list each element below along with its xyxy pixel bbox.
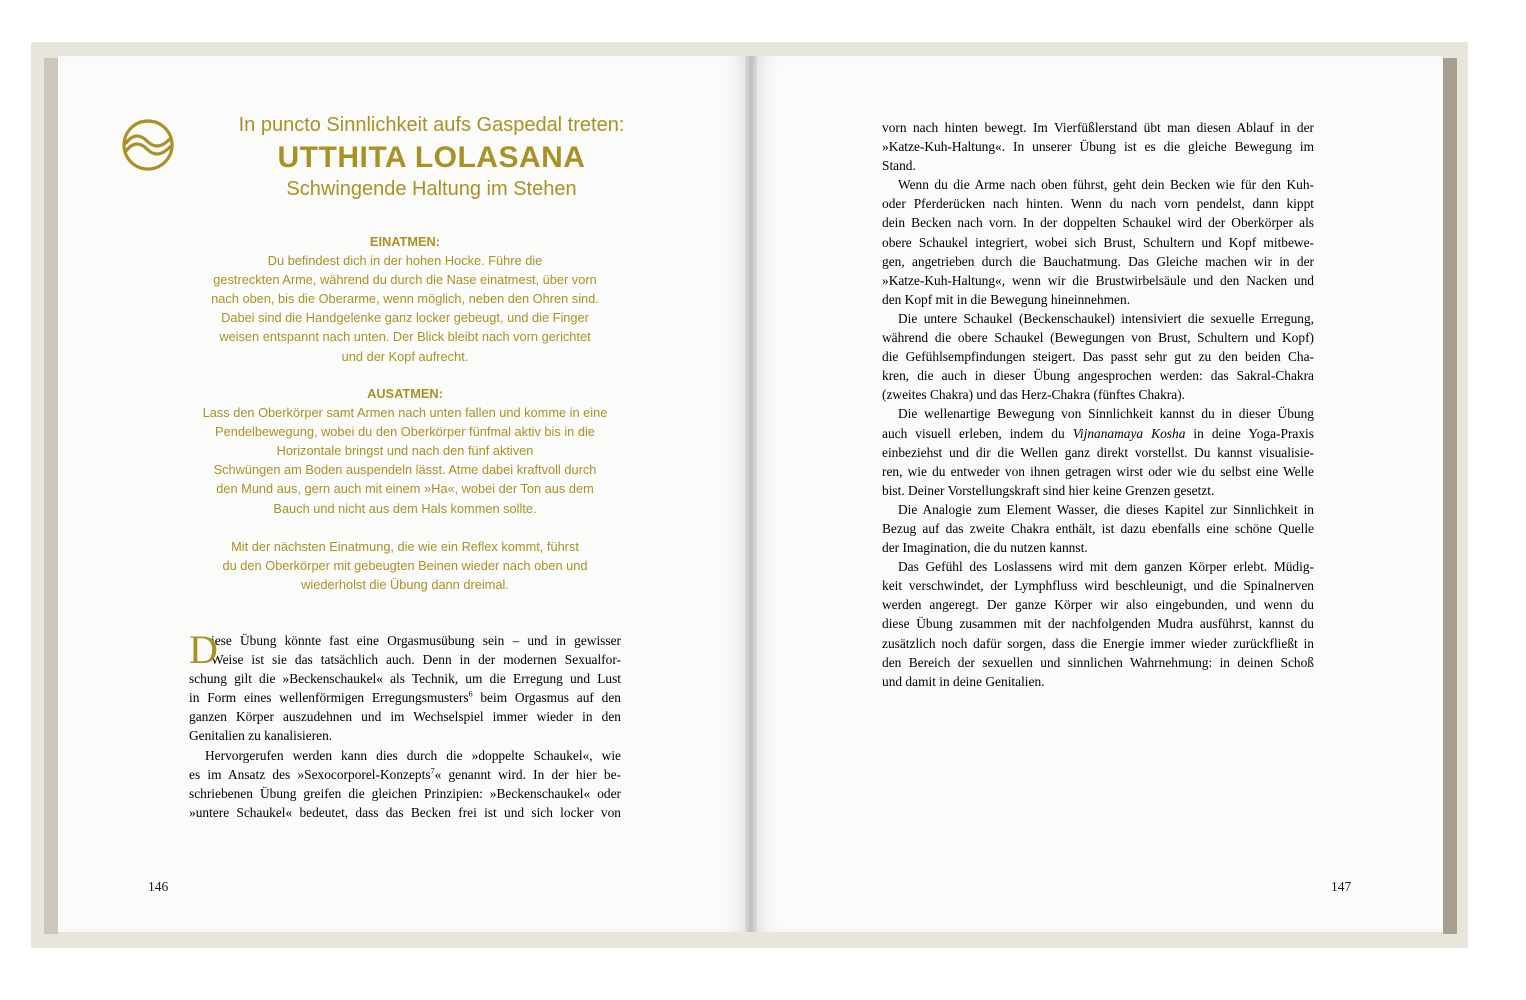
body-line: »Katze-Kuh-Haltung«, wenn wir die Brustwirbelsäule und den Nacken und [882, 272, 1314, 288]
right-body-text [882, 118, 1314, 691]
left-body-text [189, 627, 621, 822]
body-line: werden angeregt. Der ganze Körper wir also eingebunden, und wenn du [882, 597, 1314, 613]
footnote-ref: 6 [468, 689, 473, 699]
body-line: keit verschwindet, der Lymphfluss wird beschleunigt, und die Spinalnerven [882, 578, 1314, 594]
inhale-instructions [160, 232, 650, 366]
body-line: iese Übung könnte fast eine Orgasmusübung sein – und in gewisser [211, 633, 621, 648]
drop-cap: D [189, 627, 218, 672]
body-line [189, 688, 621, 707]
body-line: ren, wie du entweder von ihnen getragen wirst oder wie du selbst eine Welle [882, 463, 1314, 479]
body-line: oder Pferderücken nach hinten. Wenn du nach vorn pendelst, dann kippt [882, 196, 1314, 212]
inhale-line: und der Kopf aufrecht. [341, 348, 469, 364]
cover-edge-right [1443, 58, 1457, 934]
exhale-line: Lass den Oberkörper samt Armen nach unten fallen und komme in eine [202, 405, 608, 421]
body-line: Die wellenartige Bewegung von Sinnlichkeit kannst du in dieser Übung [898, 406, 1314, 422]
body-line-text: in deine Yoga-Praxis [1185, 425, 1314, 441]
body-line-text: in Form eines wellenförmigen Erregungsmusters [189, 690, 469, 706]
page-number-right: 147 [1331, 879, 1352, 894]
inhale-line: Du befindest dich in der hohen Hocke. Führe die [267, 253, 543, 269]
exhale-line: den Mund aus, gern auch mit einem »Ha«, wobei der Ton aus dem [216, 481, 594, 497]
inhale-line: Dabei sind die Handgelenke ganz locker gebeugt, und die Finger [221, 310, 589, 326]
page-number-left: 146 [148, 879, 169, 894]
exercise-title: UTTHITA LOLASANA [277, 141, 586, 174]
exhale-line: Horizontale bringst und nach den fünf aktiven [276, 443, 534, 459]
inhale-line: nach oben, bis die Oberarme, wenn möglich, neben den Ohren sind. [211, 291, 599, 307]
body-line: Stand. [882, 158, 916, 174]
body-line: und damit in deine Genitalien. [882, 673, 1045, 689]
body-line: Wenn du die Arme nach oben führst, geht dein Becken wie für den Kuh- [898, 177, 1314, 193]
body-line: schriebenen Übung greifen die gleichen Prinzipien: »Beckenschaukel« oder [189, 785, 621, 801]
inhale-heading: EINATMEN: [369, 234, 441, 249]
body-line: Bezug auf das zweite Chakra enthält, ist dazu ebenfalls eine schöne Quelle [882, 520, 1314, 536]
repeat-line: du den Oberkörper mit gebeugten Beinen wieder nach oben und [222, 558, 588, 574]
body-line: gen, angetrieben durch die Bauchatmung. Das Gleiche machen wir in der [882, 253, 1314, 269]
body-line: der Imagination, die du nutzen kannst. [882, 540, 1088, 556]
body-line: obere Schaukel integriert, wobei sich Brust, Schultern und Kopf mitbewe- [882, 234, 1314, 250]
body-line: kren, die auch in dieser Übung angesprochen werden: das Sakral-Chakra [882, 368, 1314, 384]
body-line: »untere Schaukel« bedeutet, dass das Becken frei ist und sich locker von [189, 804, 621, 820]
body-line: während die obere Schaukel (Bewegungen von Brust, Schultern und Kopf) [882, 330, 1314, 346]
cover-edge-left [44, 58, 58, 934]
body-line: die Gefühlsempfindungen steigert. Das passt sehr gut zu den beiden Cha- [882, 349, 1314, 365]
inhale-line: gestreckten Arme, während du durch die Nase einatmest, über vorn [213, 272, 597, 288]
exhale-heading: AUSATMEN: [367, 386, 443, 401]
body-line: bist. Deiner Vorstellungskraft sind hier keine Grenzen gesetzt. [882, 482, 1215, 498]
footnote-ref: 7 [430, 766, 435, 776]
body-line-text: « genannt wird. In der hier be- [434, 766, 621, 782]
exhale-line: Schwüngen am Boden auspendeln lässt. Atme dabei kraftvoll durch [213, 462, 597, 478]
body-line: einbeziehst und dir die Wellen ganz direkt vorstellst. Du kannst visualisie- [882, 444, 1314, 460]
body-line: Weise ist sie das tatsächlich auch. Denn in der modernen Sexualfor- [211, 652, 621, 668]
body-line [882, 424, 1314, 443]
body-line: Die untere Schaukel (Beckenschaukel) intensiviert die sexuelle Erregung, [898, 310, 1314, 326]
body-line [189, 765, 621, 784]
exhale-line: Bauch und nicht aus dem Hals kommen sollte. [273, 500, 537, 516]
body-line-text: auch visuell erleben, indem du [882, 425, 1073, 441]
body-line: Die Analogie zum Element Wasser, die dieses Kapitel zur Sinnlichkeit in [898, 501, 1314, 517]
body-line: den Kopf mit in die Bewegung hineinnehmen. [882, 291, 1131, 307]
body-line-text: es im Ansatz des »Sexocorporel-Konzepts [189, 766, 431, 782]
exercise-subtitle: Schwingende Haltung im Stehen [286, 178, 577, 200]
exercise-tagline: In puncto Sinnlichkeit aufs Gaspedal treten: [238, 114, 625, 136]
body-line: Genitalien zu kanalisieren. [189, 728, 333, 744]
body-line: diese Übung zusammen mit der nachfolgenden Mudra ausführst, kannst du [882, 616, 1314, 632]
inhale-line: weisen entspannt nach unten. Der Blick bleibt nach vorn gerichtet [219, 329, 591, 345]
body-line: ganzen Körper auszudehnen und im Wechselspiel immer wieder in den [189, 709, 621, 725]
body-line: vorn nach hinten bewegt. Im Vierfüßlerstand übt man diesen Ablauf in der [882, 120, 1314, 135]
body-line: (zweites Chakra) und das Herz-Chakra (fünftes Chakra). [882, 387, 1186, 403]
repeat-instructions [160, 537, 650, 594]
italic-term: Vijnanamaya Kosha [1072, 425, 1186, 441]
repeat-line: wiederholst die Übung dann dreimal. [301, 577, 509, 593]
body-line: schung gilt die »Beckenschaukel« als Technik, um die Erregung und Lust [189, 671, 621, 687]
body-line-text: beim Orgasmus auf den [472, 690, 621, 706]
body-line: Das Gefühl des Loslassens wird mit dem ganzen Körper erlebt. Müdig- [898, 559, 1314, 575]
body-line: dein Becken nach vorn. In der doppelten Schaukel wird der Oberkörper als [882, 215, 1314, 231]
first-paragraph [189, 627, 621, 672]
exhale-line: Pendelbewegung, wobei du den Oberkörper fünfmal aktiv bis in die [215, 424, 595, 440]
body-line: zusätzlich noch dafür sorgen, dass die Energie immer wieder zurückfließt in [882, 635, 1314, 651]
exhale-instructions [160, 384, 650, 518]
body-line: »Katze-Kuh-Haltung«. In unserer Übung ist es die gleiche Bewegung im [882, 139, 1314, 155]
body-line: Hervorgerufen werden kann dies durch die »doppelte Schaukel«, wie [205, 747, 621, 763]
body-line: den Bereich der sexuellen und sinnlichen Wahrnehmung: in deinen Schoß [882, 654, 1314, 670]
repeat-line: Mit der nächsten Einatmung, die wie ein Reflex kommt, führst [231, 539, 579, 554]
